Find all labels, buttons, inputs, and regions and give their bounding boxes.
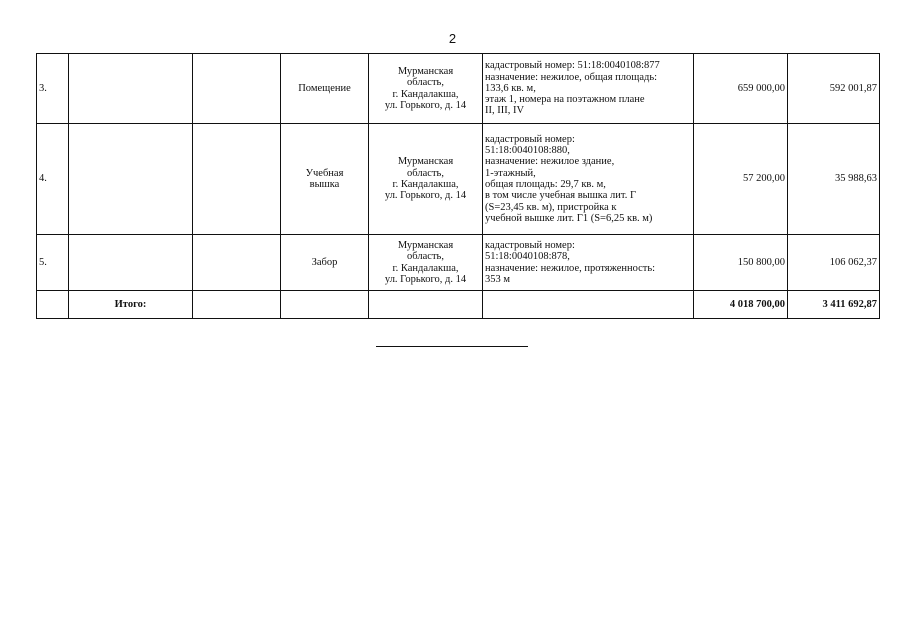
table-row — [37, 235, 880, 291]
object-description: кадастровый номер: 51:18:0040108:880, назначение: нежилое здание, 1-этажный, общая площадь: 29,7 кв. м, в том числе учебная вышка лит. Г (S=23,45 кв. м), пристройка к учебной вышке лит. Г1 (S=6,25 кв. м) — [483, 124, 694, 235]
object-value-2: 35 988,63 — [788, 124, 880, 235]
object-value-2: 592 001,87 — [788, 54, 880, 124]
empty-cell — [193, 291, 281, 319]
object-description: кадастровый номер: 51:18:0040108:878, назначение: нежилое, протяженность: 353 м — [483, 235, 694, 291]
empty-cell — [37, 291, 69, 319]
row-number: 4. — [37, 124, 69, 235]
property-table — [36, 53, 880, 319]
row-number: 5. — [37, 235, 69, 291]
total-row — [37, 291, 880, 319]
table-row — [37, 54, 880, 124]
object-value-1: 659 000,00 — [694, 54, 788, 124]
empty-cell — [69, 54, 193, 124]
empty-cell — [69, 124, 193, 235]
empty-cell — [69, 235, 193, 291]
empty-cell — [193, 235, 281, 291]
page-number: 2 — [448, 31, 457, 46]
object-description: кадастровый номер: 51:18:0040108:877 назначение: нежилое, общая площадь: 133,6 кв. м, этаж 1, номера на поэтажном плане II, III, IV — [483, 54, 694, 124]
closing-rule — [376, 346, 528, 347]
object-value-2: 106 062,37 — [788, 235, 880, 291]
empty-cell — [193, 124, 281, 235]
empty-cell — [193, 54, 281, 124]
object-name: Помещение — [281, 54, 369, 124]
object-name: Учебная вышка — [281, 124, 369, 235]
total-label: Итого: — [69, 291, 193, 319]
total-value-2: 3 411 692,87 — [788, 291, 880, 319]
total-value-1: 4 018 700,00 — [694, 291, 788, 319]
empty-cell — [369, 291, 483, 319]
empty-cell — [281, 291, 369, 319]
object-value-1: 150 800,00 — [694, 235, 788, 291]
empty-cell — [483, 291, 694, 319]
object-address: Мурманская область, г. Кандалакша, ул. Горького, д. 14 — [369, 124, 483, 235]
row-number: 3. — [37, 54, 69, 124]
object-address: Мурманская область, г. Кандалакша, ул. Горького, д. 14 — [369, 235, 483, 291]
object-address: Мурманская область, г. Кандалакша, ул. Горького, д. 14 — [369, 54, 483, 124]
table-row — [37, 124, 880, 235]
object-value-1: 57 200,00 — [694, 124, 788, 235]
object-name: Забор — [281, 235, 369, 291]
